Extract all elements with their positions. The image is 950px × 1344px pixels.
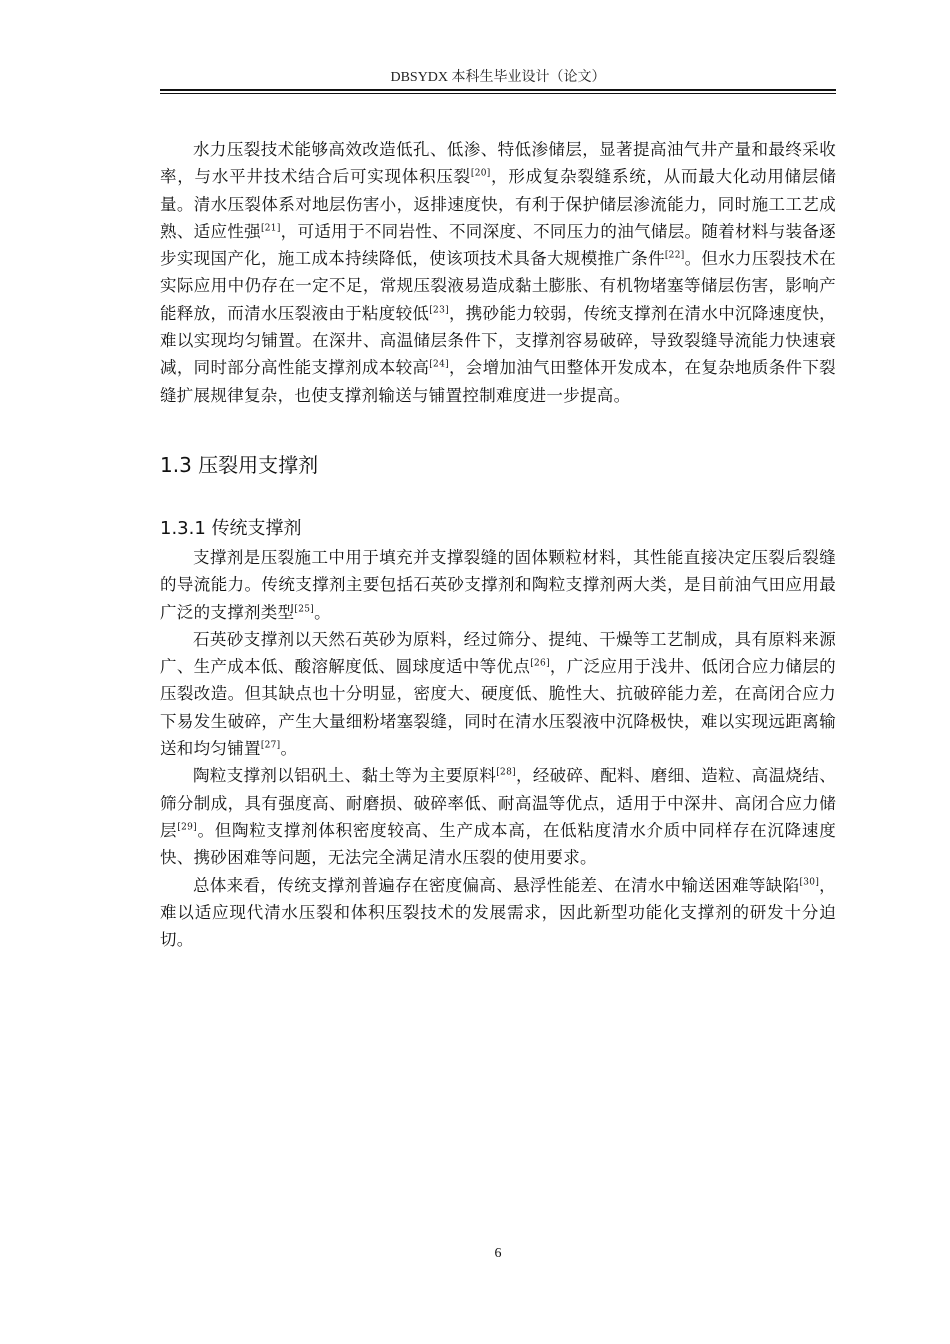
citation: [25] — [294, 604, 315, 615]
header-title: DBSYDX 本科生毕业设计（论文） — [390, 70, 606, 85]
section-heading — [160, 450, 836, 480]
paragraph-intro: 水力压裂技术能够高效改造低孔、低渗、特低渗储层，显著提高油气井产量和最终采收率，与水平井技术结合后可实现体积压裂[20]，形成复杂裂缝系统，从而最大化动用储层储量。清水压裂体系对地层伤害小，返排速度快，有利于保护储层渗流能力，同时施工工艺成熟、适应性强[21]，可适用于不同岩性、不同深度、不同压力的油气储层。随着材料与装备逐步实现国产化，施工成本持续降低，使该项技术具备大规模推广条件[22]。但水力压裂技术在实际应用中仍存在一定不足，常规压裂液易造成黏土膨胀、有机物堵塞等储层伤害，影响产能释放，而清水压裂液由于粘度较低[23]，携砂能力较弱，传统支撑剂在清水中沉降速度快，难以实现均匀铺置。在深井、高温储层条件下，支撑剂容易破碎，导致裂缝导流能力快速衰减，同时部分高性能支撑剂成本较高[24]，会增加油气田整体开发成本，在复杂地质条件下裂缝扩展规律复杂，也使支撑剂输送与铺置控制难度进一步提高。 — [160, 140, 837, 405]
page-header — [160, 66, 836, 86]
citation: [22] — [664, 250, 685, 261]
citation: [20] — [470, 168, 491, 179]
paragraph-proppant-definition: 支撑剂是压裂施工中用于填充并支撑裂缝的固体颗粒材料，其性能直接决定压裂后裂缝的导流能力。传统支撑剂主要包括石英砂支撑剂和陶粒支撑剂两大类，是目前油气田应用最广泛的支撑剂类型[25]。 — [160, 547, 836, 622]
page-body — [160, 136, 836, 953]
citation: [21] — [260, 223, 281, 234]
header-rule-thin — [160, 93, 836, 94]
citation: [26] — [530, 658, 550, 669]
citation: [29] — [177, 822, 197, 833]
citation: [23] — [429, 305, 449, 316]
citation: [28] — [496, 767, 516, 778]
page-number: 6 — [494, 1246, 502, 1261]
subsection-title: 传统支撑剂 — [211, 517, 302, 539]
header-rule-thick — [160, 89, 836, 91]
section-number: 1.3 — [160, 452, 192, 477]
subsection-number: 1.3.1 — [160, 517, 206, 539]
paragraph-ceramic: 陶粒支撑剂以铝矾土、黏土等为主要原料[28]，经破碎、配料、磨细、造粒、高温烧结、筛分制成，具有强度高、耐磨损、破碎率低、耐高温等优点，适用于中深井、高闭合应力储层[29]。但陶粒支撑剂体积密度较高、生产成本高，在低粘度清水介质中同样存在沉降速度快、携砂困难等问题，无法完全满足清水压裂的使用要求。 — [160, 766, 836, 868]
paragraph-quartz-sand: 石英砂支撑剂以天然石英砂为原料，经过筛分、提纯、干燥等工艺制成，具有原料来源广、生产成本低、酸溶解度低、圆球度适中等优点[26]，广泛应用于浅井、低闭合应力储层的压裂改造。但其缺点也十分明显，密度大、硬度低、脆性大、抗破碎能力差，在高闭合应力下易发生破碎，产生大量细粉堵塞裂缝，同时在清水压裂液中沉降极快，难以实现远距离输送和均匀铺置[27]。 — [160, 629, 836, 759]
citation: [24] — [429, 359, 449, 370]
citation: [27] — [260, 740, 281, 751]
section-title: 压裂用支撑剂 — [198, 452, 319, 477]
citation: [30] — [799, 877, 820, 888]
paragraph-summary: 总体来看，传统支撑剂普遍存在密度偏高、悬浮性能差、在清水中输送困难等缺陷[30]，难以适应现代清水压裂和体积压裂技术的发展需求，因此新型功能化支撑剂的研发十分迫切。 — [160, 875, 836, 950]
subsection-heading — [160, 516, 836, 542]
